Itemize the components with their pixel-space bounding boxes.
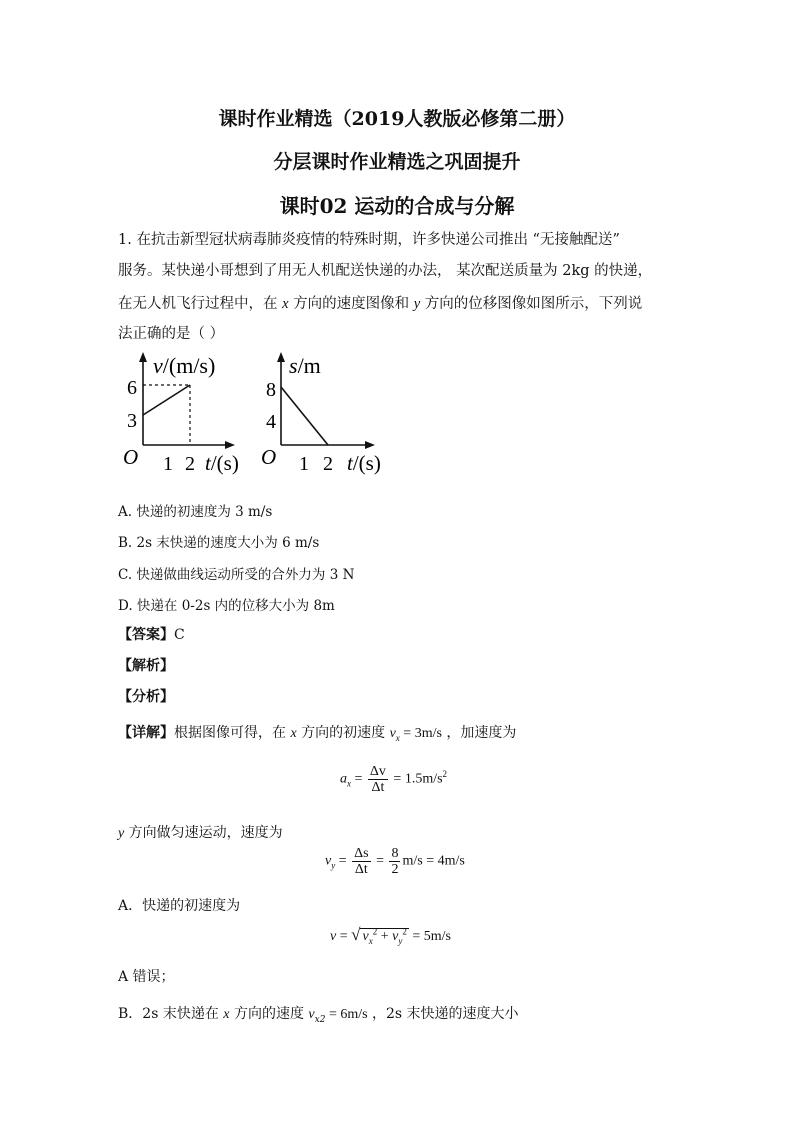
answer-line: 【答案】C (118, 627, 185, 643)
title-line-1: 课时作业精选（2019人教版必修第二册） (218, 108, 576, 130)
s-tick-1: 1 (299, 453, 309, 475)
s-tick-8: 8 (266, 379, 276, 401)
s-data-line (281, 387, 328, 445)
question-line-4: 法正确的是（ ） (118, 326, 225, 342)
s-ylabel: s/m (289, 353, 321, 378)
v-tick-3: 3 (127, 410, 137, 432)
detail-line: 【详解】根据图像可得，在 x 方向的初速度 $v_x = 3m/s$ ，加速度为 (118, 725, 517, 743)
title-line-2: 分层课时作业精选之巩固提升 (273, 151, 521, 173)
title-line-3: 课时02 运动的合成与分解 (279, 194, 515, 218)
equation-v: v = √ $v_x^2 + v_y^2 = 5m/s$ (330, 925, 451, 946)
velocity-graph (115, 350, 255, 482)
s-origin: O (261, 445, 277, 469)
analysis-label: 【解析】 (118, 658, 174, 674)
y-direction-line: y 方向做匀速运动，速度为 (118, 825, 283, 841)
v-origin: O (123, 445, 139, 469)
option-a: A. 快递的初速度为 3 m/s (118, 504, 273, 520)
v-data-line (143, 385, 190, 415)
question-line-3: 在无人机飞行过程中，在 x 方向的速度图像和 y 方向的位移图像如图所示，下列说 (118, 296, 643, 312)
v-x-arrow (225, 441, 235, 449)
question-line-2: 服务。某快递小哥想到了用无人机配送快递的办法， 某次配送质量为 2kg 的快递， (118, 263, 653, 279)
v-tick-2: 2 (185, 453, 195, 475)
v-tick-1: 1 (163, 453, 173, 475)
option-b: B. 2s 末快递的速度大小为 6 m/s (118, 535, 320, 551)
v-tick-6: 6 (127, 377, 137, 399)
s-tick-4: 4 (266, 411, 276, 433)
displacement-graph (255, 350, 395, 482)
s-xlabel: t/(s) (347, 451, 381, 475)
v-ylabel: v/(m/s) (153, 353, 216, 378)
fenxi-label: 【分析】 (118, 689, 174, 705)
line-a-initial: A．快递的初速度为 (118, 898, 241, 914)
line-b: B．2s 末快递在 x 方向的速度 $v_{x2} = 6m/s$ ，2s 末快递的速度大小 (118, 1006, 519, 1025)
line-a-wrong: A 错误； (118, 969, 175, 985)
s-tick-2: 2 (323, 453, 333, 475)
s-x-arrow (365, 441, 375, 449)
v-xlabel: t/(s) (205, 451, 239, 475)
s-y-arrow (277, 352, 285, 362)
v-y-arrow (139, 352, 147, 362)
equation-ax: $a_x$ = $\frac{\Delta v}{\Delta t}$ = $1.5m/s^2$ (340, 764, 448, 795)
option-d: D. 快递在 0-2s 内的位移大小为 8m (118, 598, 335, 614)
option-c: C. 快递做曲线运动所受的合外力为 3 N (118, 567, 355, 583)
equation-vy: $v_y$ = $\frac{\Delta s}{\Delta t}$ = $\frac{8}{2}$ m/s = 4m/s (325, 846, 465, 877)
question-line-1: 1. 在抗击新型冠状病毒肺炎疫情的特殊时期，许多快递公司推出 “无接触配送” (118, 232, 620, 248)
